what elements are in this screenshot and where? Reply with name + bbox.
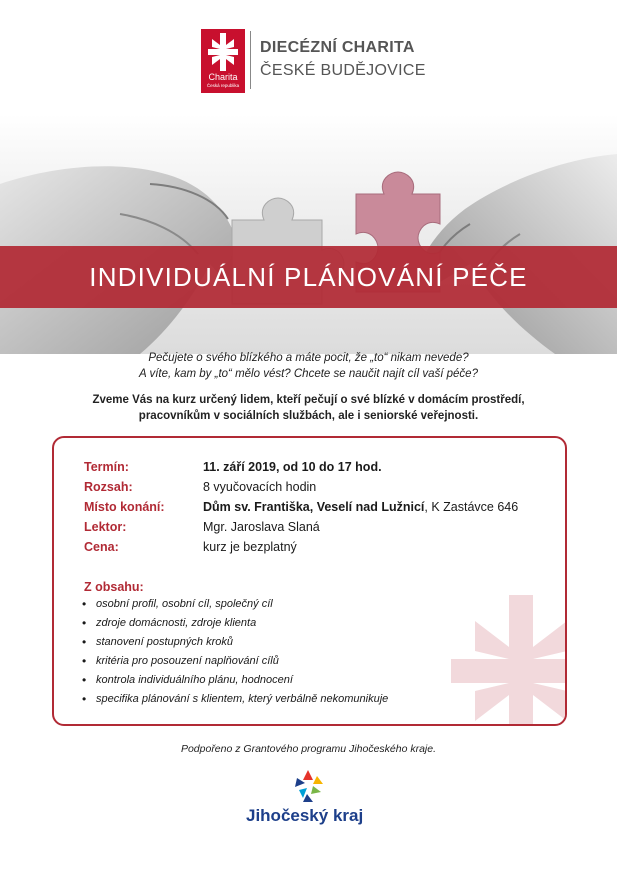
jihocesky-kraj-logo-icon: [293, 770, 323, 804]
course-info-box: [52, 436, 567, 726]
jihocesky-kraj-name: Jihočeský kraj: [246, 806, 364, 825]
rozsah-value: 8 vyučovacích hodin: [203, 480, 317, 494]
hands-puzzle-illustration: [0, 114, 617, 354]
charita-cross-icon: [201, 29, 245, 73]
list-item: • osobní profil, osobní cíl, společný cíl: [80, 598, 388, 617]
termin-label: Termín:: [84, 460, 129, 474]
rozsah-label: Rozsah:: [84, 480, 133, 494]
list-item: • kontrola individuálního plánu, hodnocení: [80, 674, 388, 693]
invitation-line-1: Zveme Vás na kurz určený lidem, kteří pečují o své blízké v domácím prostředí,: [92, 394, 525, 406]
cena-value: kurz je bezplatný: [203, 540, 297, 554]
misto-address: , K Zastávce 646: [424, 500, 519, 514]
lektor-value: Mgr. Jaroslava Slaná: [203, 520, 320, 534]
termin-value: 11. září 2019, od 10 do 17 hod.: [203, 460, 382, 474]
logo-subtitle: Česká republika: [206, 83, 240, 88]
invitation-line-2: pracovníkům v sociálních službách, ale i seniorské veřejnosti.: [138, 410, 479, 422]
list-item: • kritéria pro posouzení naplňování cílů: [80, 655, 388, 674]
intro-question-1: Pečujete o svého blízkého a máte pocit, že „to“ nikam nevede?: [148, 352, 469, 364]
grant-support-text: Podpořeno z Grantového programu Jihočeského kraje.: [180, 743, 437, 755]
charita-logo: [201, 29, 245, 93]
org-name: DIECÉZNÍ CHARITA: [260, 39, 415, 56]
list-item: • zdroje domácnosti, zdroje klienta: [80, 617, 388, 636]
misto-value: [203, 500, 518, 514]
org-city: ČESKÉ BUDĚJOVICE: [260, 62, 426, 79]
logo-word: Charita: [208, 72, 238, 82]
misto-venue: Dům sv. Františka, Veselí nad Lužnicí: [203, 500, 425, 514]
charita-watermark-icon: [451, 595, 567, 726]
hero-image: [0, 114, 617, 354]
cena-label: Cena:: [84, 540, 119, 554]
list-item: • specifika plánování s klientem, který verbálně nekomunikuje: [80, 693, 388, 712]
page-title: INDIVIDUÁLNÍ PLÁNOVÁNÍ PÉČE: [89, 262, 528, 292]
misto-label: Místo konání:: [84, 500, 165, 514]
obsah-list: [80, 598, 388, 712]
header-divider: [250, 31, 251, 89]
list-item: • stanovení postupných kroků: [80, 636, 388, 655]
intro-question-2: A víte, kam by „to“ mělo vést? Chcete se naučit najít cíl vaší péče?: [139, 368, 478, 380]
obsah-title: Z obsahu:: [84, 580, 144, 594]
lektor-label: Lektor:: [84, 520, 127, 534]
